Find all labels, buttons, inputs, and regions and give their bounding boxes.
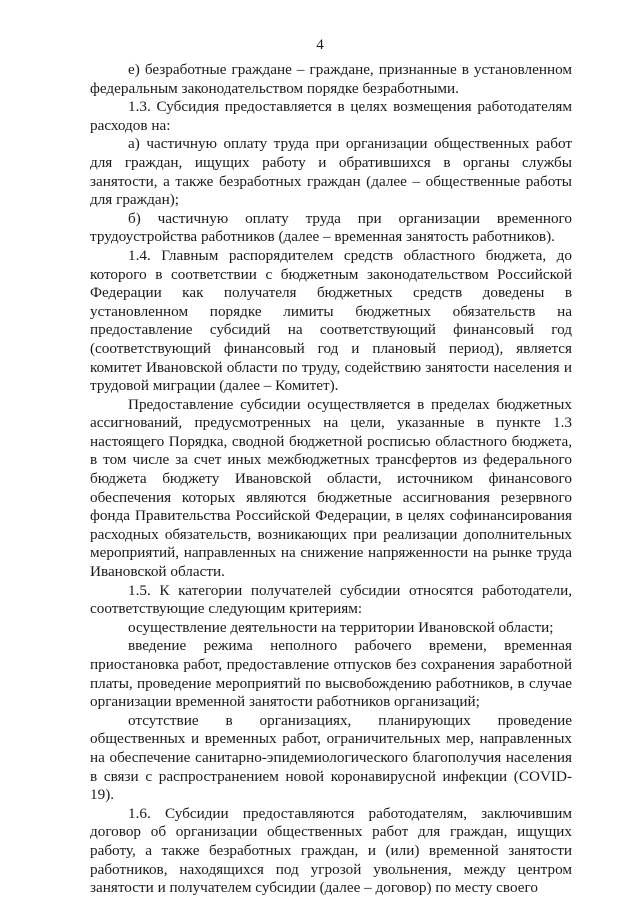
paragraph-criterion-3: отсутствие в организациях, планирующих проведение общественных и временных работ, ограничительных мер, направленных на обеспечение санитарно-эпидемиологического благополучия населения в связи с распространением новой коронавирусной инфекции (COVID-19). [90,711,572,804]
document-body [90,61,572,898]
paragraph-criterion-2: введение режима неполного рабочего времени, временная приостановка работ, предоставление отпусков без сохранения заработной платы, проведение мероприятий по высвобождению работников, в случае организации временной занятости работников организаций; [90,637,572,711]
page-number: 4 [316,37,324,53]
paragraph-1-3-b: б) частичную оплату труда при организации временного трудоустройства работников (далее – временная занятость работников). [90,209,572,246]
paragraph-funding: Предоставление субсидии осуществляется в пределах бюджетных ассигнований, предусмотренных на цели, указанные в пункте 1.3 настоящего Порядка, сводной бюджетной росписью областного бюджета, в том числе за счет иных межбюджетных трансфертов из федерального бюджета бюджету Ивановской области, источником финансового обеспечения которых являются бюджетные ассигнования резервного фонда Правительства Российской Федерации, в целях софинансирования расходных обязательств, возникающих при реализации дополнительных мероприятий, направленных на снижение напряженности на рынке труда Ивановской области. [90,395,572,581]
paragraph-1-4: 1.4. Главным распорядителем средств областного бюджета, до которого в соответствии с бюджетным законодательством Российской Федерации как получателя бюджетных средств доведены в установленном порядке лимиты бюджетных обязательств на предоставление субсидий на соответствующий финансовый год (соответствующий финансовый год и плановый период), является комитет Ивановской области по труду, содействию занятости населения и трудовой миграции (далее – Комитет). [90,246,572,395]
paragraph-criterion-1: осуществление деятельности на территории Ивановской области; [128,618,554,636]
paragraph-definition-e: е) безработные граждане – граждане, признанные в установленном федеральным законодательством порядке безработными. [90,61,572,97]
paragraph-1-5: 1.5. К категории получателей субсидии относятся работодатели, соответствующие следующим критериям: [90,581,572,618]
paragraph-1-3: 1.3. Субсидия предоставляется в целях возмещения работодателям расходов на: [90,98,572,134]
paragraph-1-6: 1.6. Субсидии предоставляются работодателям, заключившим договор об организации общественных работ для граждан, ищущих работу, а также безработных граждан, и (или) временной занятости работников, находящихся под угрозой увольнения, между центром занятости и получателем субсидии (далее – договор) по месту своего [90,804,572,897]
paragraph-1-3-a: а) частичную оплату труда при организации общественных работ для граждан, ищущих работу и обратившихся в органы службы занятости, а также безработных граждан (далее – общественные работы для граждан); [90,135,572,209]
